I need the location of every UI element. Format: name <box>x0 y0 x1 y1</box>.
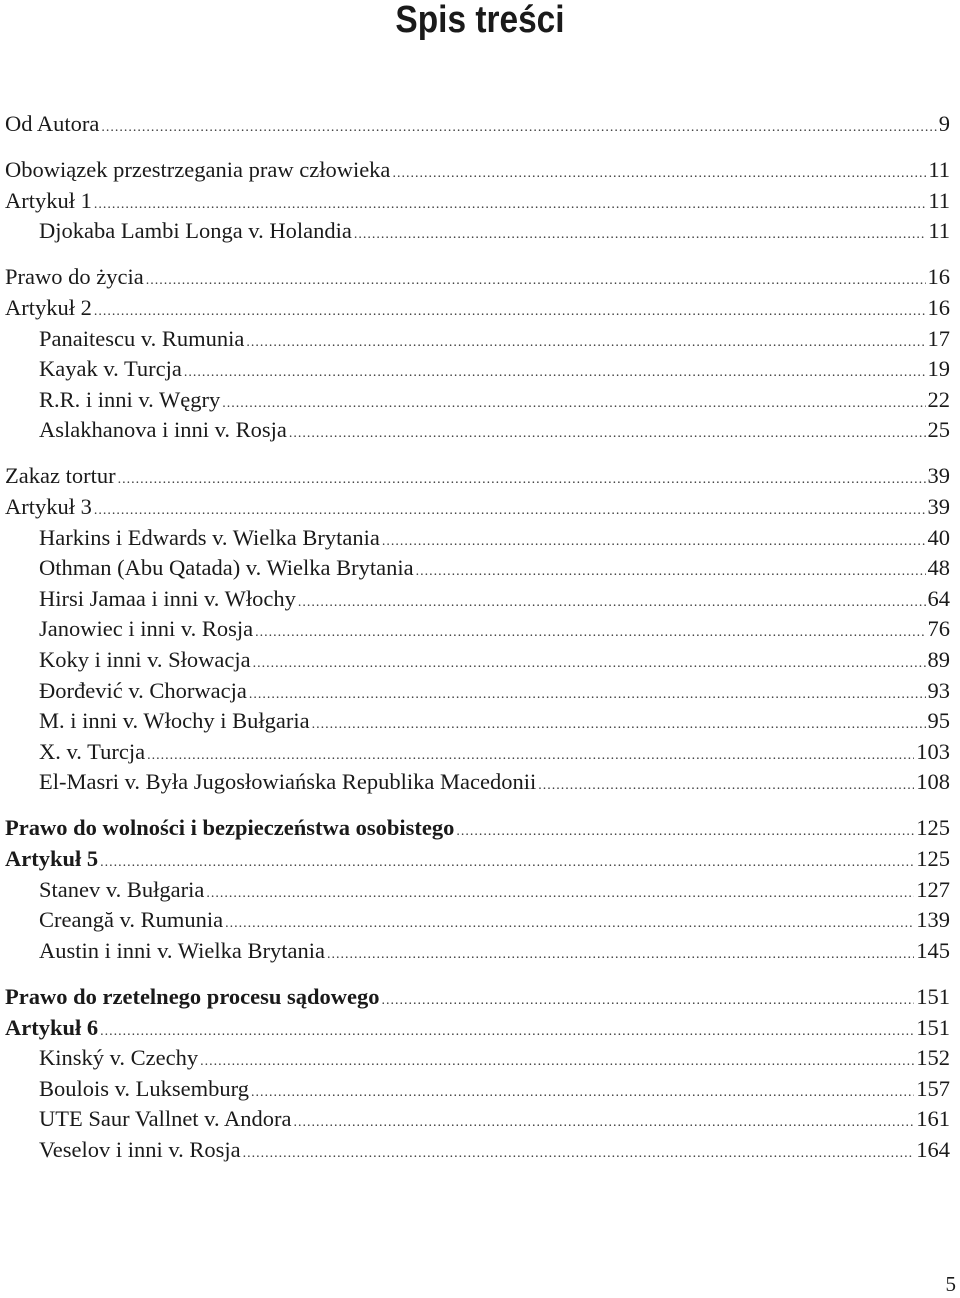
toc-entry-page: 9 <box>938 111 950 136</box>
toc-entry[interactable] <box>5 324 950 355</box>
dot-leader <box>382 527 926 558</box>
toc-entry[interactable] <box>5 584 950 615</box>
toc-entry-page: 25 <box>927 417 950 443</box>
toc-entry[interactable] <box>5 905 950 936</box>
toc-entry-page: 127 <box>916 876 950 902</box>
dot-leader <box>312 710 926 741</box>
toc-entry-page: 39 <box>927 463 950 489</box>
toc-entry-label: M. i inni v. Włochy i Bułgaria <box>39 708 310 734</box>
toc-entry-label: Panaitescu v. Rumunia <box>39 325 245 351</box>
toc-entry-page: 48 <box>927 555 950 581</box>
dot-leader <box>293 1108 914 1139</box>
toc-entry[interactable] <box>5 813 950 844</box>
toc-entry[interactable] <box>5 676 950 707</box>
toc-entry[interactable] <box>5 844 950 875</box>
toc-entry-label: Artykuł 3 <box>5 494 92 520</box>
toc-entry-label: Prawo do życia <box>5 264 144 290</box>
toc-entry[interactable] <box>5 461 950 492</box>
toc-entry[interactable] <box>5 553 950 584</box>
dot-leader <box>289 419 926 450</box>
toc-entry-page: 139 <box>916 907 950 933</box>
toc-entry-page: 16 <box>927 294 950 320</box>
dot-leader <box>184 358 926 389</box>
toc-entry-page: 11 <box>928 218 950 244</box>
toc-entry-page: 22 <box>927 386 950 412</box>
toc-entry-label: UTE Saur Vallnet v. Andora <box>39 1106 292 1132</box>
dot-leader <box>298 588 926 619</box>
dot-leader <box>146 266 926 297</box>
toc-entry-page: 145 <box>916 937 950 963</box>
toc-entry-label: Od Autora <box>5 111 100 136</box>
toc-entry-page: 17 <box>927 325 950 351</box>
toc-entry-label: Hirsi Jamaa i inni v. Włochy <box>39 585 296 611</box>
toc-entry-page: 108 <box>916 769 950 795</box>
toc-entry-label: Prawo do wolności i bezpieczeństwa osobistego <box>5 815 455 841</box>
toc-entry[interactable] <box>5 706 950 737</box>
toc-entry[interactable] <box>5 1074 950 1105</box>
toc-entry-page: 161 <box>916 1106 950 1132</box>
dot-leader <box>101 113 936 144</box>
toc-entry-page: 89 <box>927 647 950 672</box>
dot-leader <box>200 1047 914 1078</box>
dot-leader <box>327 940 914 971</box>
toc-entry-label: Kayak v. Turcja <box>39 356 182 382</box>
dot-leader <box>255 618 925 649</box>
dot-leader <box>416 557 926 588</box>
toc-entry[interactable] <box>5 155 950 186</box>
toc-entry-page: 40 <box>927 524 950 550</box>
toc-entry-label: Aslakhanova i inni v. Rosja <box>39 417 287 443</box>
dot-leader <box>206 879 914 910</box>
toc-entry-page: 152 <box>916 1045 950 1071</box>
page-title: Spis treści <box>395 0 565 41</box>
table-of-contents <box>5 109 950 1166</box>
dot-leader <box>392 159 926 190</box>
toc-entry[interactable] <box>5 645 950 676</box>
toc-entry-page: 151 <box>916 1014 950 1040</box>
dot-leader <box>222 389 925 420</box>
toc-entry-label: Artykuł 6 <box>5 1014 99 1040</box>
toc-entry-label: Artykuł 2 <box>5 294 92 320</box>
toc-entry[interactable] <box>5 492 950 523</box>
toc-entry-label: Zakaz tortur <box>5 463 116 489</box>
dot-leader <box>118 465 926 496</box>
dot-leader <box>538 771 914 802</box>
toc-entry-label: R.R. i inni v. Węgry <box>39 386 221 412</box>
toc-entry[interactable] <box>5 936 950 967</box>
toc-entry[interactable] <box>5 737 950 768</box>
toc-entry-label: Artykuł 1 <box>5 187 92 213</box>
toc-entry-label: El-Masri v. Była Jugosłowiańska Republika Macedonii <box>39 769 537 795</box>
toc-entry-label: Kinský v. Czechy <box>39 1045 199 1071</box>
toc-entry-label: Stanev v. Bułgaria <box>39 876 205 902</box>
dot-leader <box>246 328 925 359</box>
toc-entry-label: Artykuł 5 <box>5 846 99 872</box>
toc-entry-label: Koky i inni v. Słowacja <box>39 647 251 672</box>
toc-entry-label: Obowiązek przestrzegania praw człowieka <box>5 157 391 183</box>
toc-entry-page: 164 <box>916 1136 950 1162</box>
dot-leader <box>100 1017 914 1048</box>
toc-entry-label: Harkins i Edwards v. Wielka Brytania <box>39 524 380 550</box>
toc-entry-page: 95 <box>927 708 950 734</box>
toc-entry[interactable] <box>5 982 950 1013</box>
toc-entry-page: 93 <box>927 677 950 703</box>
toc-entry[interactable] <box>5 385 950 416</box>
toc-entry[interactable] <box>5 875 950 906</box>
toc-entry[interactable] <box>5 523 950 554</box>
toc-entry[interactable] <box>5 1043 950 1074</box>
toc-entry[interactable] <box>5 354 950 385</box>
toc-entry-label: Othman (Abu Qatada) v. Wielka Brytania <box>39 555 414 581</box>
toc-entry-page: 11 <box>928 157 950 183</box>
dot-leader <box>456 817 914 848</box>
toc-entry-label: Janowiec i inni v. Rosja <box>39 616 254 642</box>
toc-entry[interactable] <box>5 216 950 247</box>
toc-entry[interactable] <box>5 614 950 645</box>
toc-entry-label: Prawo do rzetelnego procesu sądowego <box>5 983 380 1009</box>
page-number: 5 <box>945 1272 956 1296</box>
toc-entry-page: 103 <box>916 738 950 764</box>
dot-leader <box>243 1139 915 1170</box>
toc-entry[interactable] <box>5 262 950 293</box>
toc-entry[interactable] <box>5 1013 950 1044</box>
toc-entry-label: Veselov i inni v. Rosja <box>39 1136 241 1162</box>
toc-entry-page: 19 <box>927 356 950 382</box>
dot-leader <box>251 1078 914 1109</box>
toc-entry-page: 11 <box>928 187 950 213</box>
toc-entry-page: 125 <box>916 846 950 872</box>
toc-entry[interactable] <box>5 293 950 324</box>
dot-leader <box>100 848 914 879</box>
toc-entry-page: 16 <box>927 264 950 290</box>
toc-entry-page: 39 <box>927 494 950 520</box>
toc-entry[interactable] <box>5 415 950 446</box>
toc-entry-page: 64 <box>927 585 950 611</box>
toc-entry-page: 151 <box>916 983 950 1009</box>
dot-leader <box>225 909 914 940</box>
toc-entry-label: X. v. Turcja <box>39 738 146 764</box>
toc-entry-page: 76 <box>927 616 950 642</box>
toc-entry[interactable] <box>5 186 950 217</box>
toc-entry[interactable] <box>5 1104 950 1135</box>
dot-leader <box>382 986 915 1017</box>
toc-entry-label: Đorđević v. Chorwacja <box>39 677 247 703</box>
toc-entry[interactable] <box>5 1135 950 1166</box>
toc-entry-page: 125 <box>916 815 950 841</box>
toc-entry-page: 157 <box>916 1075 950 1101</box>
toc-entry[interactable] <box>5 109 950 140</box>
dot-leader <box>354 220 927 251</box>
dot-leader <box>253 649 926 680</box>
toc-entry[interactable] <box>5 767 950 798</box>
dot-leader <box>249 680 926 711</box>
toc-entry-label: Austin i inni v. Wielka Brytania <box>39 937 325 963</box>
toc-entry-label: Djokaba Lambi Longa v. Holandia <box>39 218 352 244</box>
toc-entry-label: Boulois v. Luksemburg <box>39 1075 250 1101</box>
toc-entry-label: Creangă v. Rumunia <box>39 907 224 933</box>
